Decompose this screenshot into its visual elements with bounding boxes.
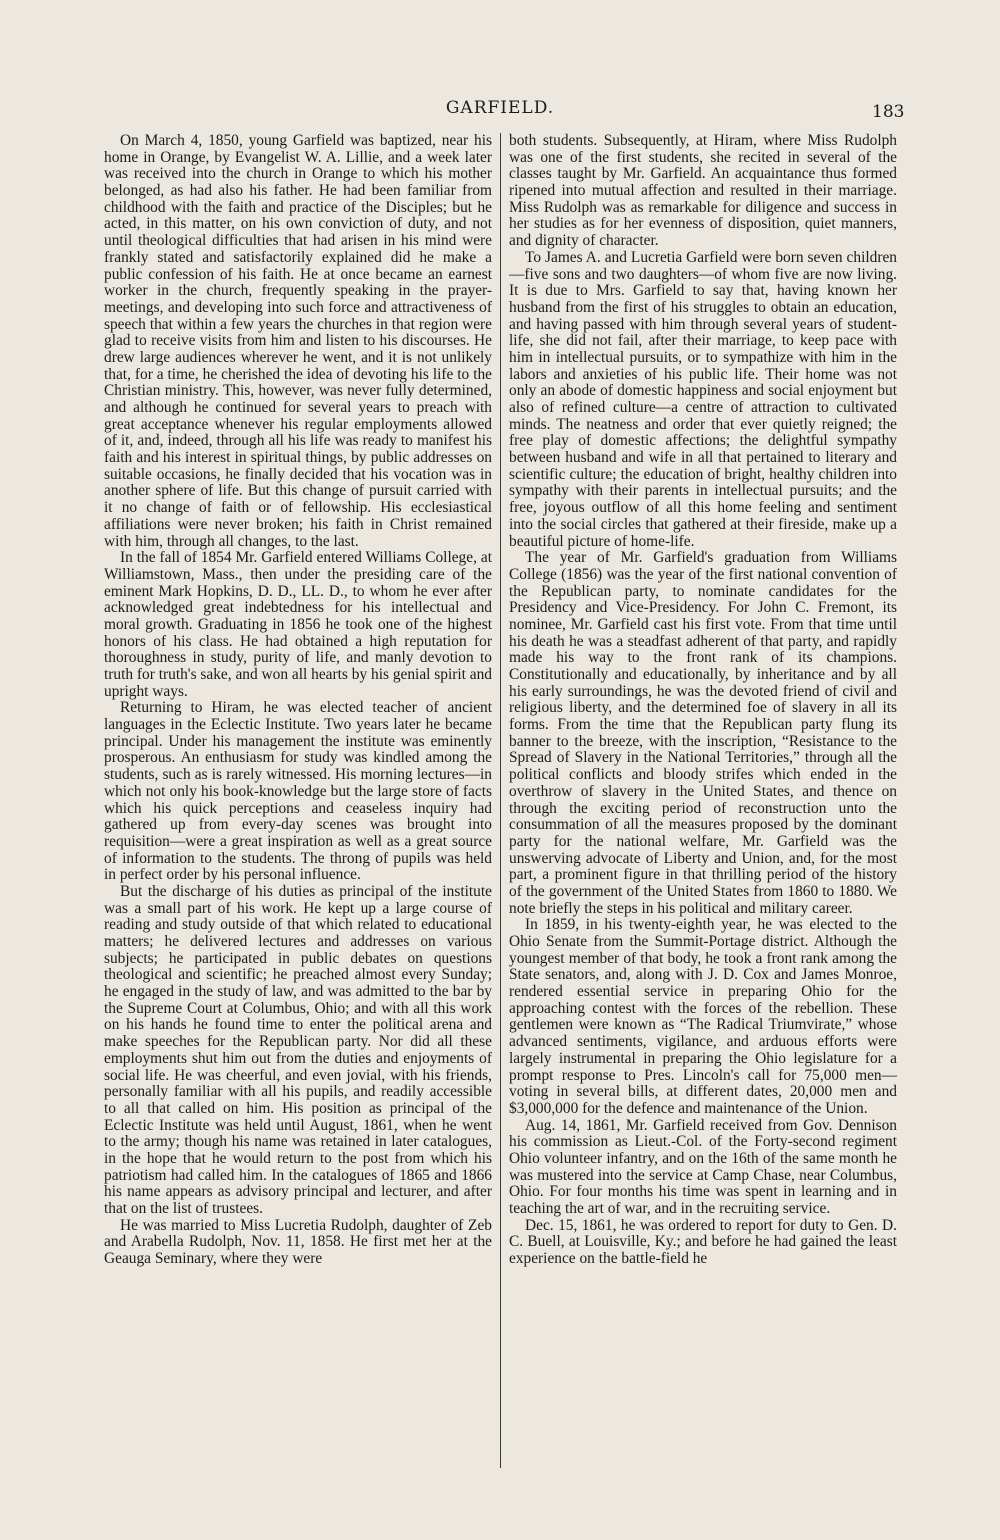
paragraph: He was married to Miss Lucretia Rudolph, daughter of Zeb and Arabella Rudolph, Nov. 11, 1858. He first met her at the Geauga Seminary, where they were <box>104 1216 492 1268</box>
paragraph: In the fall of 1854 Mr. Garfield entered Williams College, at Williamstown, Mass., then under the presiding care of the eminent Mark Hopkins, D. D., LL. D., to whom he ever after acknowledged great indebtedness for his intellectual and moral growth. Graduating in 1856 he took one of the highest honors of his class. He had obtained a high reputation for thoroughness in study, purity of life, and manly devotion to truth for truth's sake, and won all hearts by his genial spirit and upright ways. <box>104 549 492 700</box>
paragraph: Aug. 14, 1861, Mr. Garfield received from Gov. Dennison his commission as Lieut.-Col. of the Forty-second regiment Ohio volunteer infantry, and on the 16th of the same month he was mustered into the service at Camp Chase, near Columbus, Ohio. For four months his time was spent in learning and in teaching the art of war, and in the recruiting service. <box>509 1116 897 1217</box>
paragraph: To James A. and Lucretia Garfield were born seven children—five sons and two daughters—of whom five are now living. It is due to Mrs. Garfield to say that, having known her husband from the first of his struggles to obtain an education, and having passed with him through several years of student-life, she did not fail, after their marriage, to keep pace with him in intellectual pursuits, or to sympathize with him in the labors and anxieties of his public life. Their home was not only an abode of domestic happiness and social enjoyment but also of refined culture—a centre of attraction to cultivated minds. The neatness and order that ever quietly reigned; the free play of domestic affections; the delightful sympathy between husband and wife in all that pertained to literary and scientific culture; the education of bright, healthy children into sympathy with their parents in intellectual pursuits; and the free, joyous outflow of all this home feeling and sentiment into the social circles that gathered at their fireside, make up a beautiful picture of home-life. <box>509 248 897 550</box>
right-column <box>509 133 897 1268</box>
paragraph: both students. Subsequently, at Hiram, where Miss Rudolph was one of the first students, she recited in several of the classes taught by Mr. Garfield. An acquaintance thus formed ripened into mutual affection and resulted in their marriage. Miss Rudolph was as remarkable for diligence and success in her studies as for her evenness of disposition, quiet manners, and dignity of character. <box>509 132 897 250</box>
left-column <box>104 133 492 1268</box>
page-number: 183 <box>872 102 905 122</box>
paragraph: In 1859, in his twenty-eighth year, he was elected to the Ohio Senate from the Summit-Portage district. Although the youngest member of that body, he took a front rank among the State senators, and, along with J. D. Cox and James Monroe, rendered essential service in preparing Ohio for the approaching contest with the forces of the rebellion. These gentlemen were known as “The Radical Triumvirate,” whose advanced sentiments, vigilance, and arduous efforts were largely instrumental in preparing the Ohio legislature for a prompt response to Pres. Lincoln's call for 75,000 men—voting in several bills, at different dates, 20,000 men and $3,000,000 for the defence and maintenance of the Union. <box>509 916 897 1117</box>
paragraph: The year of Mr. Garfield's graduation from Williams College (1856) was the year of the first national convention of the Republican party, to nominate candidates for the Presidency and Vice-Presidency. For John C. Fremont, its nominee, Mr. Garfield cast his first vote. From that time until his death he was a steadfast adherent of that party, and rapidly made his way to the front rank of its champions. Constitutionally and educationally, by inheritance and by all his early surroundings, he was the devoted friend of civil and religious liberty, and the determined foe of slavery in all its forms. From the time that the Republican party flung its banner to the breeze, with the inscription, “Resistance to the Spread of Slavery in the National Territories,” through all the political conflicts and bloody strifes which ended in the overthrow of slavery in the United States, and thence on through the exciting period of reconstruction unto the consummation of all the measures proposed by the dominant party for the national welfare, Mr. Garfield was the unswerving advocate of Liberty and Union, and, for the most part, a prominent figure in that thrilling period of the history of the government of the United States from 1860 to 1880. We note briefly the steps in his political and military career. <box>509 549 897 917</box>
paragraph: But the discharge of his duties as principal of the institute was a small part of his work. He kept up a large course of reading and study outside of that which related to educational matters; he delivered lectures and addresses on various subjects; he participated in public debates on questions theological and scientific; he preached almost every Sunday; he engaged in the study of law, and was admitted to the bar by the Supreme Court at Columbus, Ohio; and with all this work on his hands he found time to enter the political arena and make speeches for the Republican party. Nor did all these employments shut him out from the duties and enjoyments of social life. He was cheerful, and even jovial, with his friends, personally familiar with all his pupils, and readily accessible to all that called on him. His position as principal of the Eclectic Institute was held until August, 1861, when he went to the army; though his name was retained in later catalogues, in the hope that he would return to the post from which his patriotism had called him. In the catalogues of 1865 and 1866 his name appears as advisory principal and lecturer, and after that on the list of trustees. <box>104 882 492 1217</box>
column-divider <box>500 133 501 1468</box>
running-header: GARFIELD. <box>445 98 555 118</box>
paragraph: On March 4, 1850, young Garfield was baptized, near his home in Orange, by Evangelist W. A. Lillie, and a week later was received into the church in Orange to which his mother belonged, as had also his father. He had been familiar from childhood with the faith and practice of the Disciples; but he acted, in this matter, on his own conviction of duty, and not until theological difficulties that had arisen in his mind were frankly stated and satisfactorily explained did he make a public confession of his faith. He at once became an earnest worker in the church, frequently speaking in the prayer-meetings, and developing into such force and attractiveness of speech that within a few years the churches in that region were glad to receive visits from him and listen to his discourses. He drew large audiences wherever he went, and it is not unlikely that, for a time, he cherished the idea of devoting his life to the Christian ministry. This, however, was never fully determined, and although he continued for several years to preach with great acceptance whenever his regular employments allowed of it, and, indeed, through all his life was ready to manifest his faith and his interest in spiritual things, by public addresses on suitable occasions, he finally decided that his vocation was in another sphere of life. But this change of pursuit carried with it no change of faith or of fellowship. His ecclesiastical affiliations were never broken; his faith in Christ remained with him, through all changes, to the last. <box>104 132 492 550</box>
paragraph: Returning to Hiram, he was elected teacher of ancient languages in the Eclectic Institute. Two years later he became principal. Under his management the institute was eminently prosperous. An enthusiasm for study was kindled among the students, such as is rarely witnessed. His morning lectures—in which not only his book-knowledge but the large store of facts which his quick perceptions and ceaseless inquiry had gathered up from every-day scenes was brought into requisition—were a great inspiration as well as a great source of information to the students. The throng of pupils was held in perfect order by his personal influence. <box>104 699 492 884</box>
paragraph: Dec. 15, 1861, he was ordered to report for duty to Gen. D. C. Buell, at Louisville, Ky.; and before he had gained the least experience on the battle-field he <box>509 1216 897 1268</box>
